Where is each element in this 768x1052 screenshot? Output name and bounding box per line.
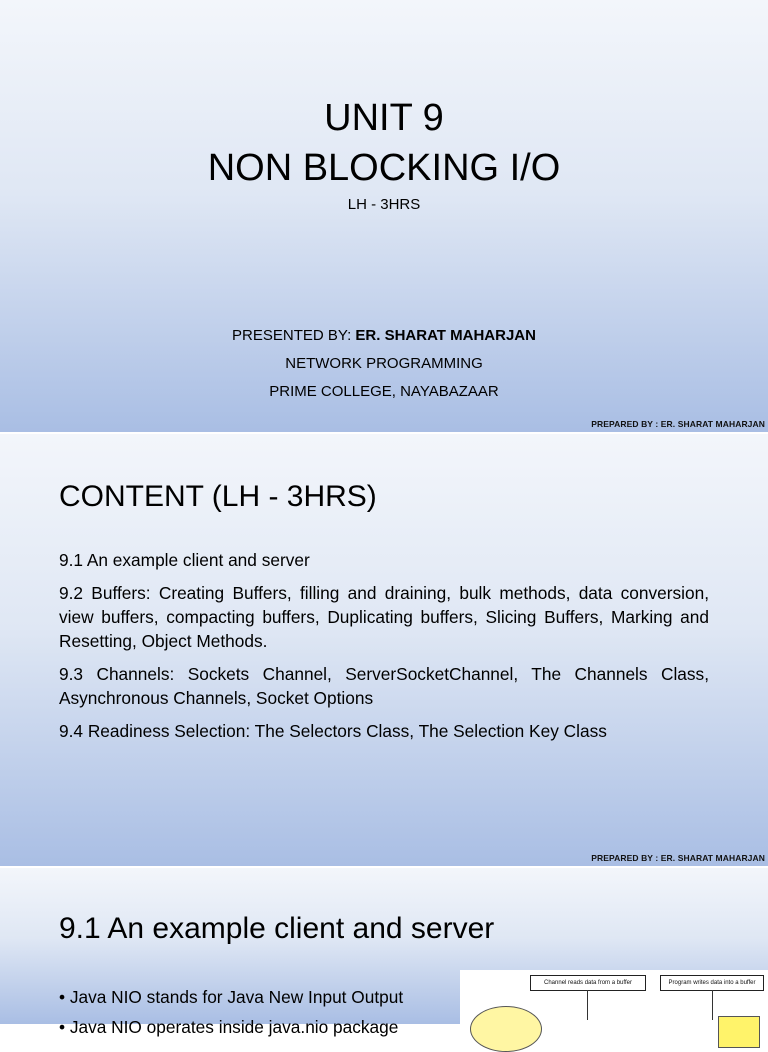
- nio-diagram: [460, 970, 768, 1030]
- example-bullets: [59, 982, 459, 1042]
- college-name: PRIME COLLEGE, NAYABAZAAR: [269, 383, 499, 400]
- diagram-connector: [712, 990, 713, 1020]
- content-item: 9.3 Channels: Sockets Channel, ServerSocketChannel, The Channels Class, Asynchronous Channels, Socket Options: [59, 664, 709, 708]
- example-title: 9.1 An example client and server: [59, 912, 495, 945]
- lecture-hours: LH - 3HRS: [347, 196, 421, 213]
- content-item: 9.4 Readiness Selection: The Selectors Class, The Selection Key Class: [59, 721, 607, 741]
- diagram-label-channel: Channel reads data from a buffer: [530, 975, 646, 991]
- content-list: [59, 548, 709, 752]
- slide-title: [0, 0, 768, 432]
- course-name: NETWORK PROGRAMMING: [285, 355, 483, 372]
- content-item: 9.1 An example client and server: [59, 550, 310, 570]
- presenter-name: ER. SHARAT MAHARJAN: [355, 327, 536, 344]
- diagram-connector: [587, 990, 588, 1020]
- presented-by-label: PRESENTED BY:: [232, 327, 352, 344]
- presenter-info: [0, 322, 768, 406]
- content-item: 9.2 Buffers: Creating Buffers, filling and draining, bulk methods, data conversion, view buffers, compacting buffers, Duplicating buffers, Slicing Buffers, Marking and Resetting, Object Methods.: [59, 583, 709, 651]
- bullet-item: • Java NIO stands for Java New Input Output: [59, 987, 404, 1007]
- topic-title: NON BLOCKING I/O: [207, 147, 561, 189]
- slide-footer: PREPARED BY : ER. SHARAT MAHARJAN: [591, 419, 765, 429]
- diagram-channel-shape: [470, 1006, 542, 1052]
- bullet-item: • Java NIO operates inside java.nio package: [59, 1017, 399, 1037]
- diagram-label-program: Program writes data into a buffer: [660, 975, 764, 991]
- presenter-line: [0, 322, 768, 350]
- content-title: CONTENT (LH - 3HRS): [59, 480, 377, 513]
- slide-title-heading: [0, 93, 768, 193]
- slide-content: [0, 434, 768, 866]
- slide-example: [0, 868, 768, 1037]
- unit-title: UNIT 9: [324, 97, 444, 139]
- slide-footer: PREPARED BY : ER. SHARAT MAHARJAN: [591, 853, 765, 863]
- diagram-buffer-shape: [718, 1016, 760, 1048]
